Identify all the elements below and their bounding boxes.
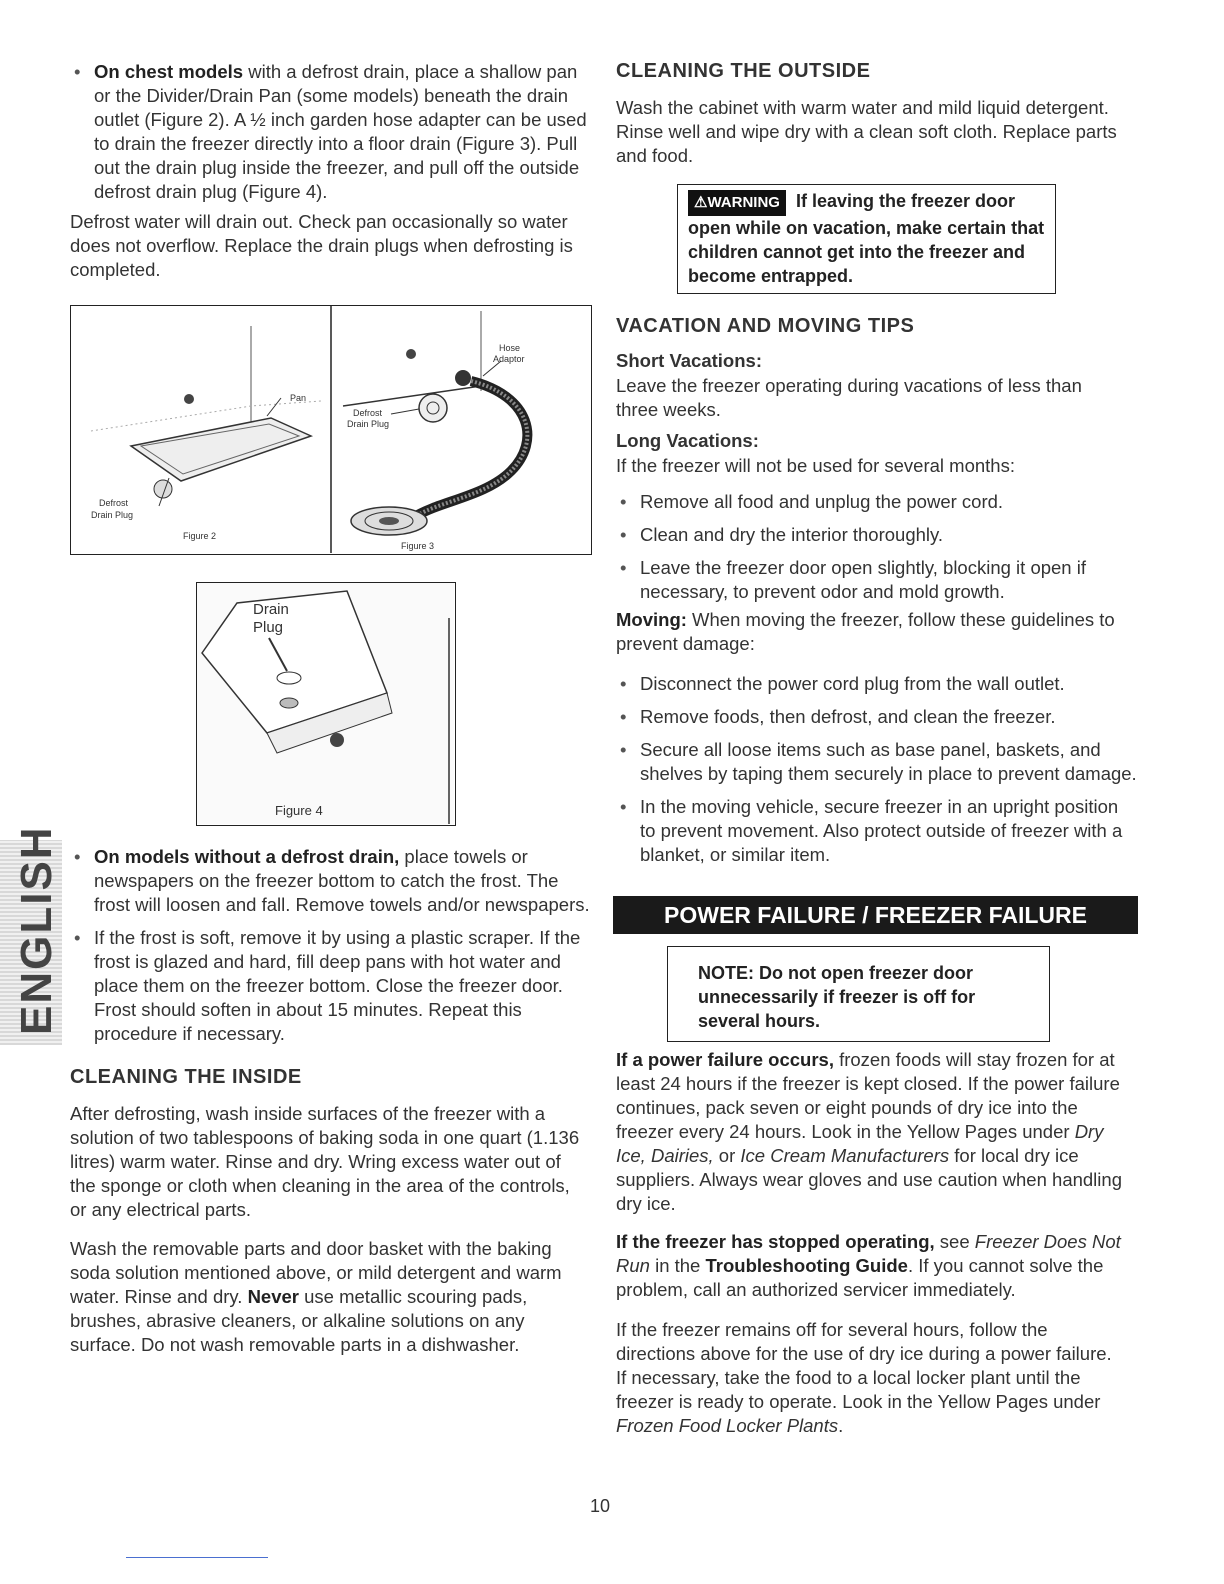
vacation-heading: VACATION AND MOVING TIPS	[616, 315, 915, 337]
off-end: .	[838, 1415, 844, 1436]
long-vacations-item: • Remove all food and unplug the power cord.	[616, 490, 1136, 514]
troubleshooting-guide-ref: Troubleshooting Guide	[705, 1255, 908, 1276]
figure-2-3-frame	[70, 305, 592, 555]
fig3-caption: Figure 3	[401, 541, 435, 551]
side-tab-label: ENGLISH	[12, 825, 61, 1035]
long-vacations-text: If the freezer will not be used for several months:	[616, 455, 1015, 476]
frost-item-text: If the frost is soft, remove it by using a plastic scraper. If the frost is glazed and hard, fill deep pans with hot water and place them on the freezer bottom. Close the freezer door. Frost should soften in about 15 minutes. Repeat this procedure if necessary.	[94, 927, 581, 1044]
frost-item-no-drain	[70, 845, 592, 917]
moving-list	[616, 672, 1138, 876]
fig2-defrost-label: Defrost	[99, 498, 129, 508]
fig2-caption: Figure 2	[183, 531, 217, 541]
pf-lead: If a power failure occurs,	[616, 1049, 834, 1070]
stopped-see: see	[934, 1231, 975, 1252]
frost-item-soft	[70, 926, 592, 1046]
chest-models-text: with a defrost drain, place a shallow pan or the Divider/Drain Pan (some models) beneath the drain outlet (Figure 2). A ½ inch garden hose adapter can be used to drain the freezer directly into a floor drain (Figure 3). Pull out the drain plug inside the freezer, and pull off the outside defrost drain plug (Figure 4).	[94, 61, 587, 202]
short-vacations-heading: Short Vacations:	[616, 350, 762, 371]
stopped-lead: If the freezer has stopped operating,	[616, 1231, 935, 1252]
pf-or: or	[713, 1145, 741, 1166]
figure-4-frame	[196, 582, 456, 826]
page-number: 10	[590, 1496, 611, 1516]
cleaning-outside-heading: CLEANING THE OUTSIDE	[616, 60, 871, 82]
fig2-drainplug-label: Drain Plug	[91, 510, 134, 520]
chest-models-item	[70, 60, 592, 204]
frost-item-lead: On models without a defrost drain,	[94, 846, 400, 867]
frost-item-text: place towels or newspapers on the freezer bottom to catch the frost. The frost will loosen and fall. Remove towels and/or newspapers.	[94, 846, 590, 915]
p2-never: Never	[247, 1286, 299, 1307]
fig3-adaptor-label: Adaptor	[493, 354, 525, 364]
off-text: If the freezer remains off for several hours, follow the directions above for the use of dry ice during a power failure. If necessary, take the food to a local locker plant until the freezer is ready to operate. Look in the Yellow Pages under	[616, 1319, 1112, 1412]
off-italic: Frozen Food Locker Plants	[616, 1415, 839, 1436]
cleaning-inside-paragraph-2	[70, 1237, 592, 1357]
cleaning-inside-heading: CLEANING THE INSIDE	[70, 1066, 302, 1088]
language-side-tab	[0, 825, 62, 1045]
p2-part-b: use metallic scouring pads, brushes, abrasive cleaners, or alkaline solutions on any surface. Do not wash removable parts in a dishwasher.	[70, 1286, 528, 1355]
power-failure-paragraph	[616, 1048, 1138, 1216]
long-vacations-heading: Long Vacations:	[616, 430, 759, 451]
moving-lead: Moving:	[616, 609, 687, 630]
moving-item: • Secure all loose items such as base panel, baskets, and shelves by taping them securely in place to prevent damage.	[616, 738, 1138, 786]
warning-box	[677, 184, 1056, 294]
pf-italic-2: Ice Cream Manufacturers	[740, 1145, 950, 1166]
pf-text-2: for local dry ice suppliers. Always wear gloves and use caution when handling dry ice.	[616, 1145, 1122, 1214]
short-vacations-text: Leave the freezer operating during vacations of less than three weeks.	[616, 375, 1082, 420]
long-vacations-item: • Clean and dry the interior thoroughly.	[616, 523, 1136, 547]
moving-item: • Remove foods, then defrost, and clean the freezer.	[616, 705, 1138, 729]
long-vacations-list	[616, 490, 1136, 613]
defrost-paragraph: Defrost water will drain out. Check pan occasionally so water does not overflow. Replace the drain plugs when defrosting is completed.	[70, 211, 573, 280]
moving-text: When moving the freezer, follow these guidelines to prevent damage:	[616, 609, 1115, 654]
stopped-in: in the	[649, 1255, 706, 1276]
moving-paragraph	[616, 608, 1136, 656]
p2-part-a: Wash the removable parts and door basket with the baking soda solution mentioned above, or mild detergent and warm water. Rinse and dry.	[70, 1238, 562, 1307]
moving-item: • Disconnect the power cord plug from the wall outlet.	[616, 672, 1138, 696]
fig4-plug-label: Plug	[253, 619, 284, 636]
cleaning-inside-paragraph-1: After defrosting, wash inside surfaces of the freezer with a solution of two tablespoons of baking soda in one quart (1.136 litres) warm water. Rinse and dry. Wring excess water out of the sponge or cloth when cleaning in the area of the controls, or any electrical parts.	[70, 1103, 580, 1220]
fig3-drainplug-label: Drain Plug	[347, 419, 390, 429]
warning-label: ⚠WARNING	[688, 190, 786, 216]
chest-models-list	[70, 60, 592, 213]
footer-rule	[126, 1557, 268, 1558]
stopped-text: . If you cannot solve the problem, call an authorized servicer immediately.	[616, 1255, 1104, 1300]
pf-italic-1: Dry Ice, Dairies,	[616, 1121, 1104, 1166]
fig4-caption: Figure 4	[275, 803, 323, 818]
figure-4-illustration	[197, 583, 454, 824]
moving-item: • In the moving vehicle, secure freezer in an upright position to prevent movement. Also protect outside of freezer with a blanket, or similar item.	[616, 795, 1138, 867]
fig3-hose-label: Hose	[499, 343, 521, 353]
warning-label-text: WARNING	[707, 194, 780, 211]
long-vacations-item: • Leave the freezer door open slightly, blocking it open if necessary, to prevent odor and mold growth.	[616, 556, 1136, 604]
stopped-operating-paragraph	[616, 1230, 1138, 1302]
fig2-pan-label: Pan	[290, 393, 307, 403]
figure-2-drawing	[91, 326, 321, 506]
fig3-defrost-label: Defrost	[353, 408, 383, 418]
cleaning-outside-paragraph: Wash the cabinet with warm water and mild liquid detergent. Rinse well and wipe dry with a clean soft cloth. Replace parts and food.	[616, 97, 1117, 166]
fig4-drain-label: Drain	[253, 601, 289, 618]
figure-2-3-illustration	[71, 306, 590, 553]
note-box: NOTE: Do not open freezer door unnecessarily if freezer is off for several hours.	[667, 946, 1050, 1042]
frost-list	[70, 845, 592, 1055]
power-failure-banner: POWER FAILURE / FREEZER FAILURE	[613, 896, 1138, 934]
pf-text-1: frozen foods will stay frozen for at least 24 hours if the freezer is kept closed. If the power failure continues, pack seven or eight pounds of dry ice into the freezer every 24 hours. Look in the Yellow Pages under	[616, 1049, 1120, 1142]
warning-text: If leaving the freezer door open while on vacation, make certain that children cannot get into the freezer and become entrapped.	[688, 191, 1045, 286]
remains-off-paragraph	[616, 1318, 1121, 1438]
chest-models-lead: On chest models	[94, 61, 244, 82]
stopped-italic: Freezer Does Not Run	[616, 1231, 1121, 1276]
